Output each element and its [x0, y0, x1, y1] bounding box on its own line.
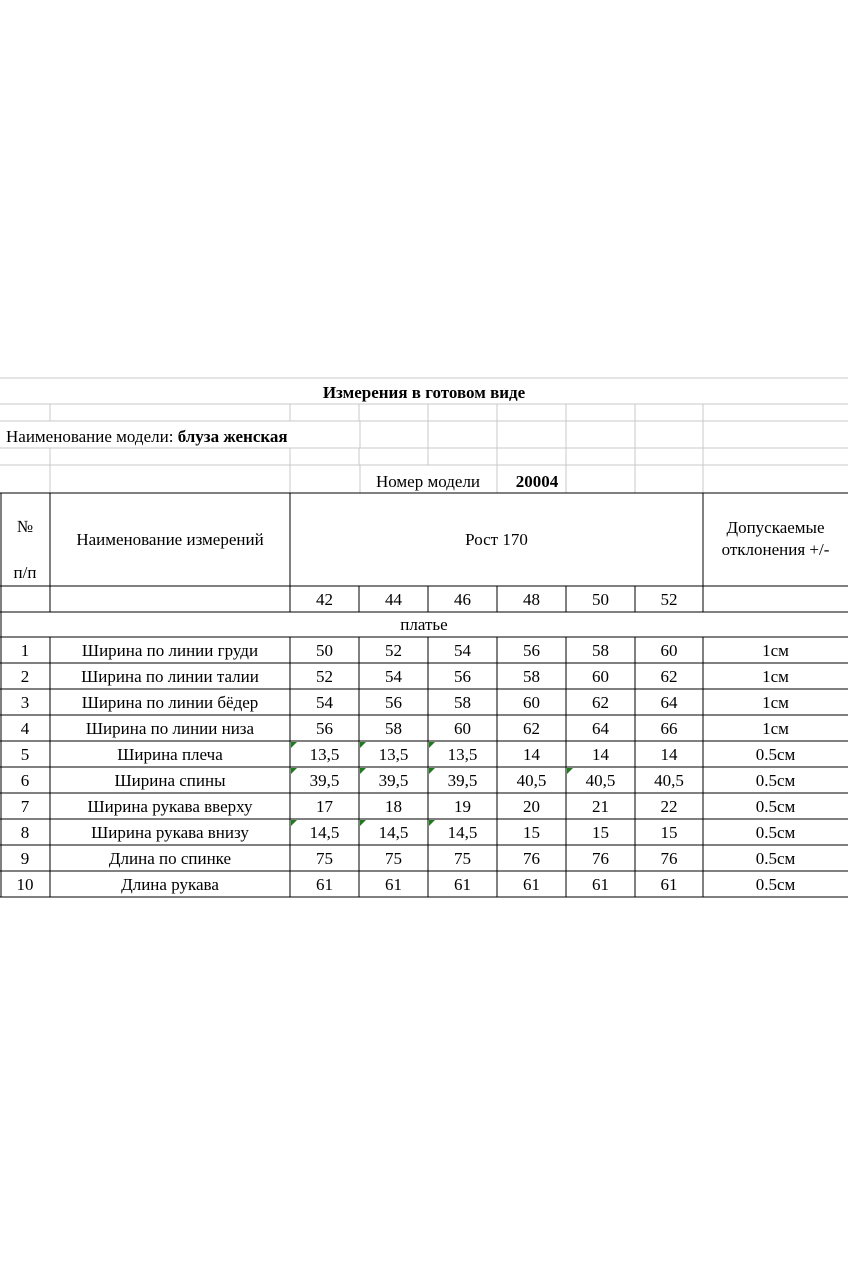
measure-value-cell: 40,5 — [585, 770, 616, 790]
header-tolerance — [703, 493, 848, 585]
measure-name-cell: Ширина плеча — [117, 744, 223, 764]
measure-value-cell: 75 — [316, 848, 333, 868]
section-label: платье — [400, 615, 448, 634]
measure-value-cell: 39,5 — [378, 770, 409, 790]
measure-value-cell: 14 — [523, 744, 540, 764]
comment-marker — [567, 768, 573, 774]
tolerance-cell: 0.5см — [755, 744, 796, 764]
comment-marker — [291, 742, 297, 748]
measure-value-cell: 54 — [316, 692, 333, 712]
model-name-row — [6, 424, 506, 448]
measure-value-cell: 76 — [660, 848, 678, 868]
row-number-cell: 4 — [20, 718, 30, 738]
measure-value-cell: 14,5 — [309, 822, 340, 842]
measure-value-cell: 66 — [660, 718, 678, 738]
measure-value-cell: 21 — [592, 796, 609, 816]
measure-value-cell: 75 — [454, 848, 471, 868]
measure-value-cell: 14,5 — [447, 822, 478, 842]
measure-value-cell: 62 — [660, 666, 678, 686]
tolerance-cell: 0.5см — [755, 770, 796, 790]
comment-marker — [429, 742, 435, 748]
comment-marker — [429, 820, 435, 826]
measure-value-cell: 15 — [660, 822, 678, 842]
measure-name-cell: Ширина по линии низа — [85, 718, 255, 738]
measure-value-cell: 50 — [316, 640, 333, 660]
measure-value-cell: 58 — [592, 640, 609, 660]
size-header-cell: 42 — [316, 589, 333, 609]
comment-marker — [360, 742, 366, 748]
size-header-cell: 46 — [454, 589, 471, 609]
measure-value-cell: 58 — [523, 666, 540, 686]
comment-marker — [291, 768, 297, 774]
measure-value-cell: 15 — [592, 822, 609, 842]
comment-marker — [291, 820, 297, 826]
measure-name-cell: Ширина рукава внизу — [91, 822, 249, 842]
header-height: Рост 170 — [465, 529, 528, 549]
measure-value-cell: 56 — [316, 718, 333, 738]
header-tolerance-line2: отклонения +/- — [721, 540, 830, 559]
row-number-cell: 9 — [20, 848, 30, 868]
measure-value-cell: 61 — [592, 874, 609, 894]
sheet-title: Измерения в готовом виде — [322, 382, 526, 402]
row-number-cell: 7 — [20, 796, 30, 816]
measure-value-cell: 13,5 — [309, 744, 340, 764]
measure-value-cell: 61 — [316, 874, 333, 894]
comment-marker — [360, 820, 366, 826]
measure-value-cell: 52 — [385, 640, 402, 660]
measure-value-cell: 64 — [592, 718, 609, 738]
header-num-top: № — [16, 516, 34, 536]
measure-value-cell: 61 — [454, 874, 471, 894]
tolerance-cell: 0.5см — [755, 796, 796, 816]
measure-value-cell: 56 — [523, 640, 540, 660]
measure-value-cell: 40,5 — [654, 770, 684, 790]
comment-marker — [429, 768, 435, 774]
measure-value-cell: 18 — [385, 796, 402, 816]
measure-value-cell: 56 — [454, 666, 471, 686]
measure-name-cell: Длина по спинке — [108, 848, 232, 868]
measure-value-cell: 61 — [385, 874, 402, 894]
tolerance-cell: 0.5см — [755, 822, 796, 842]
measure-value-cell: 13,5 — [447, 744, 478, 764]
comment-marker — [360, 768, 366, 774]
model-name-value: блуза женская — [177, 426, 288, 446]
tolerance-cell: 1см — [762, 718, 789, 738]
tolerance-cell: 0.5см — [755, 848, 796, 868]
measure-value-cell: 14,5 — [378, 822, 409, 842]
measure-value-cell: 54 — [385, 666, 402, 686]
measure-name-cell: Ширина по линии талии — [81, 666, 259, 686]
tolerance-cell: 1см — [762, 692, 789, 712]
measure-value-cell: 20 — [523, 796, 540, 816]
measure-name-cell: Длина рукава — [121, 874, 219, 894]
row-number-cell: 6 — [20, 770, 30, 790]
measure-value-cell: 14 — [660, 744, 678, 764]
measure-value-cell: 15 — [523, 822, 540, 842]
measure-value-cell: 19 — [454, 796, 471, 816]
row-number-cell: 1 — [20, 640, 30, 660]
measure-value-cell: 62 — [592, 692, 609, 712]
measure-value-cell: 17 — [316, 796, 333, 816]
measure-name-cell: Ширина спины — [114, 770, 226, 790]
measure-value-cell: 13,5 — [378, 744, 409, 764]
header-tolerance-line1: Допускаемые — [726, 517, 825, 537]
measure-value-cell: 60 — [454, 718, 471, 738]
row-number-cell: 3 — [20, 692, 30, 712]
header-measure-name: Наименование измерений — [76, 529, 264, 549]
measure-value-cell: 60 — [660, 640, 678, 660]
row-number-cell: 2 — [20, 666, 30, 686]
model-name-label: Наименование модели: — [6, 426, 174, 446]
measure-value-cell: 75 — [385, 848, 402, 868]
row-number-cell: 8 — [20, 822, 30, 842]
tolerance-cell: 1см — [762, 640, 789, 660]
row-number-cell: 5 — [20, 744, 30, 764]
measure-name-cell: Ширина по линии бёдер — [81, 692, 259, 712]
size-header-cell: 52 — [660, 589, 678, 609]
measure-value-cell: 76 — [523, 848, 540, 868]
measure-value-cell: 60 — [523, 692, 540, 712]
tolerance-cell: 0.5см — [755, 874, 796, 894]
size-header-cell: 50 — [592, 589, 609, 609]
row-number-cell: 10 — [16, 874, 34, 894]
measure-name-cell: Ширина по линии груди — [81, 640, 259, 660]
measure-value-cell: 62 — [523, 718, 540, 738]
measure-value-cell: 52 — [316, 666, 333, 686]
model-number-label: Номер модели — [375, 471, 481, 491]
measure-value-cell: 39,5 — [447, 770, 478, 790]
measure-value-cell: 54 — [454, 640, 471, 660]
measure-value-cell: 14 — [592, 744, 609, 764]
measure-value-cell: 60 — [592, 666, 609, 686]
measure-value-cell: 58 — [385, 718, 402, 738]
measure-value-cell: 56 — [385, 692, 402, 712]
measure-value-cell: 39,5 — [309, 770, 340, 790]
measure-value-cell: 76 — [592, 848, 609, 868]
tolerance-cell: 1см — [762, 666, 789, 686]
measure-value-cell: 40,5 — [516, 770, 547, 790]
size-header-cell: 48 — [523, 589, 540, 609]
header-num-bottom: п/п — [13, 562, 37, 582]
measure-value-cell: 61 — [660, 874, 678, 894]
measure-value-cell: 61 — [523, 874, 540, 894]
size-header-cell: 44 — [385, 589, 402, 609]
measure-value-cell: 22 — [660, 796, 678, 816]
measure-value-cell: 58 — [454, 692, 471, 712]
model-number-value: 20004 — [515, 471, 559, 491]
measure-name-cell: Ширина рукава вверху — [87, 796, 253, 816]
measure-value-cell: 64 — [660, 692, 678, 712]
